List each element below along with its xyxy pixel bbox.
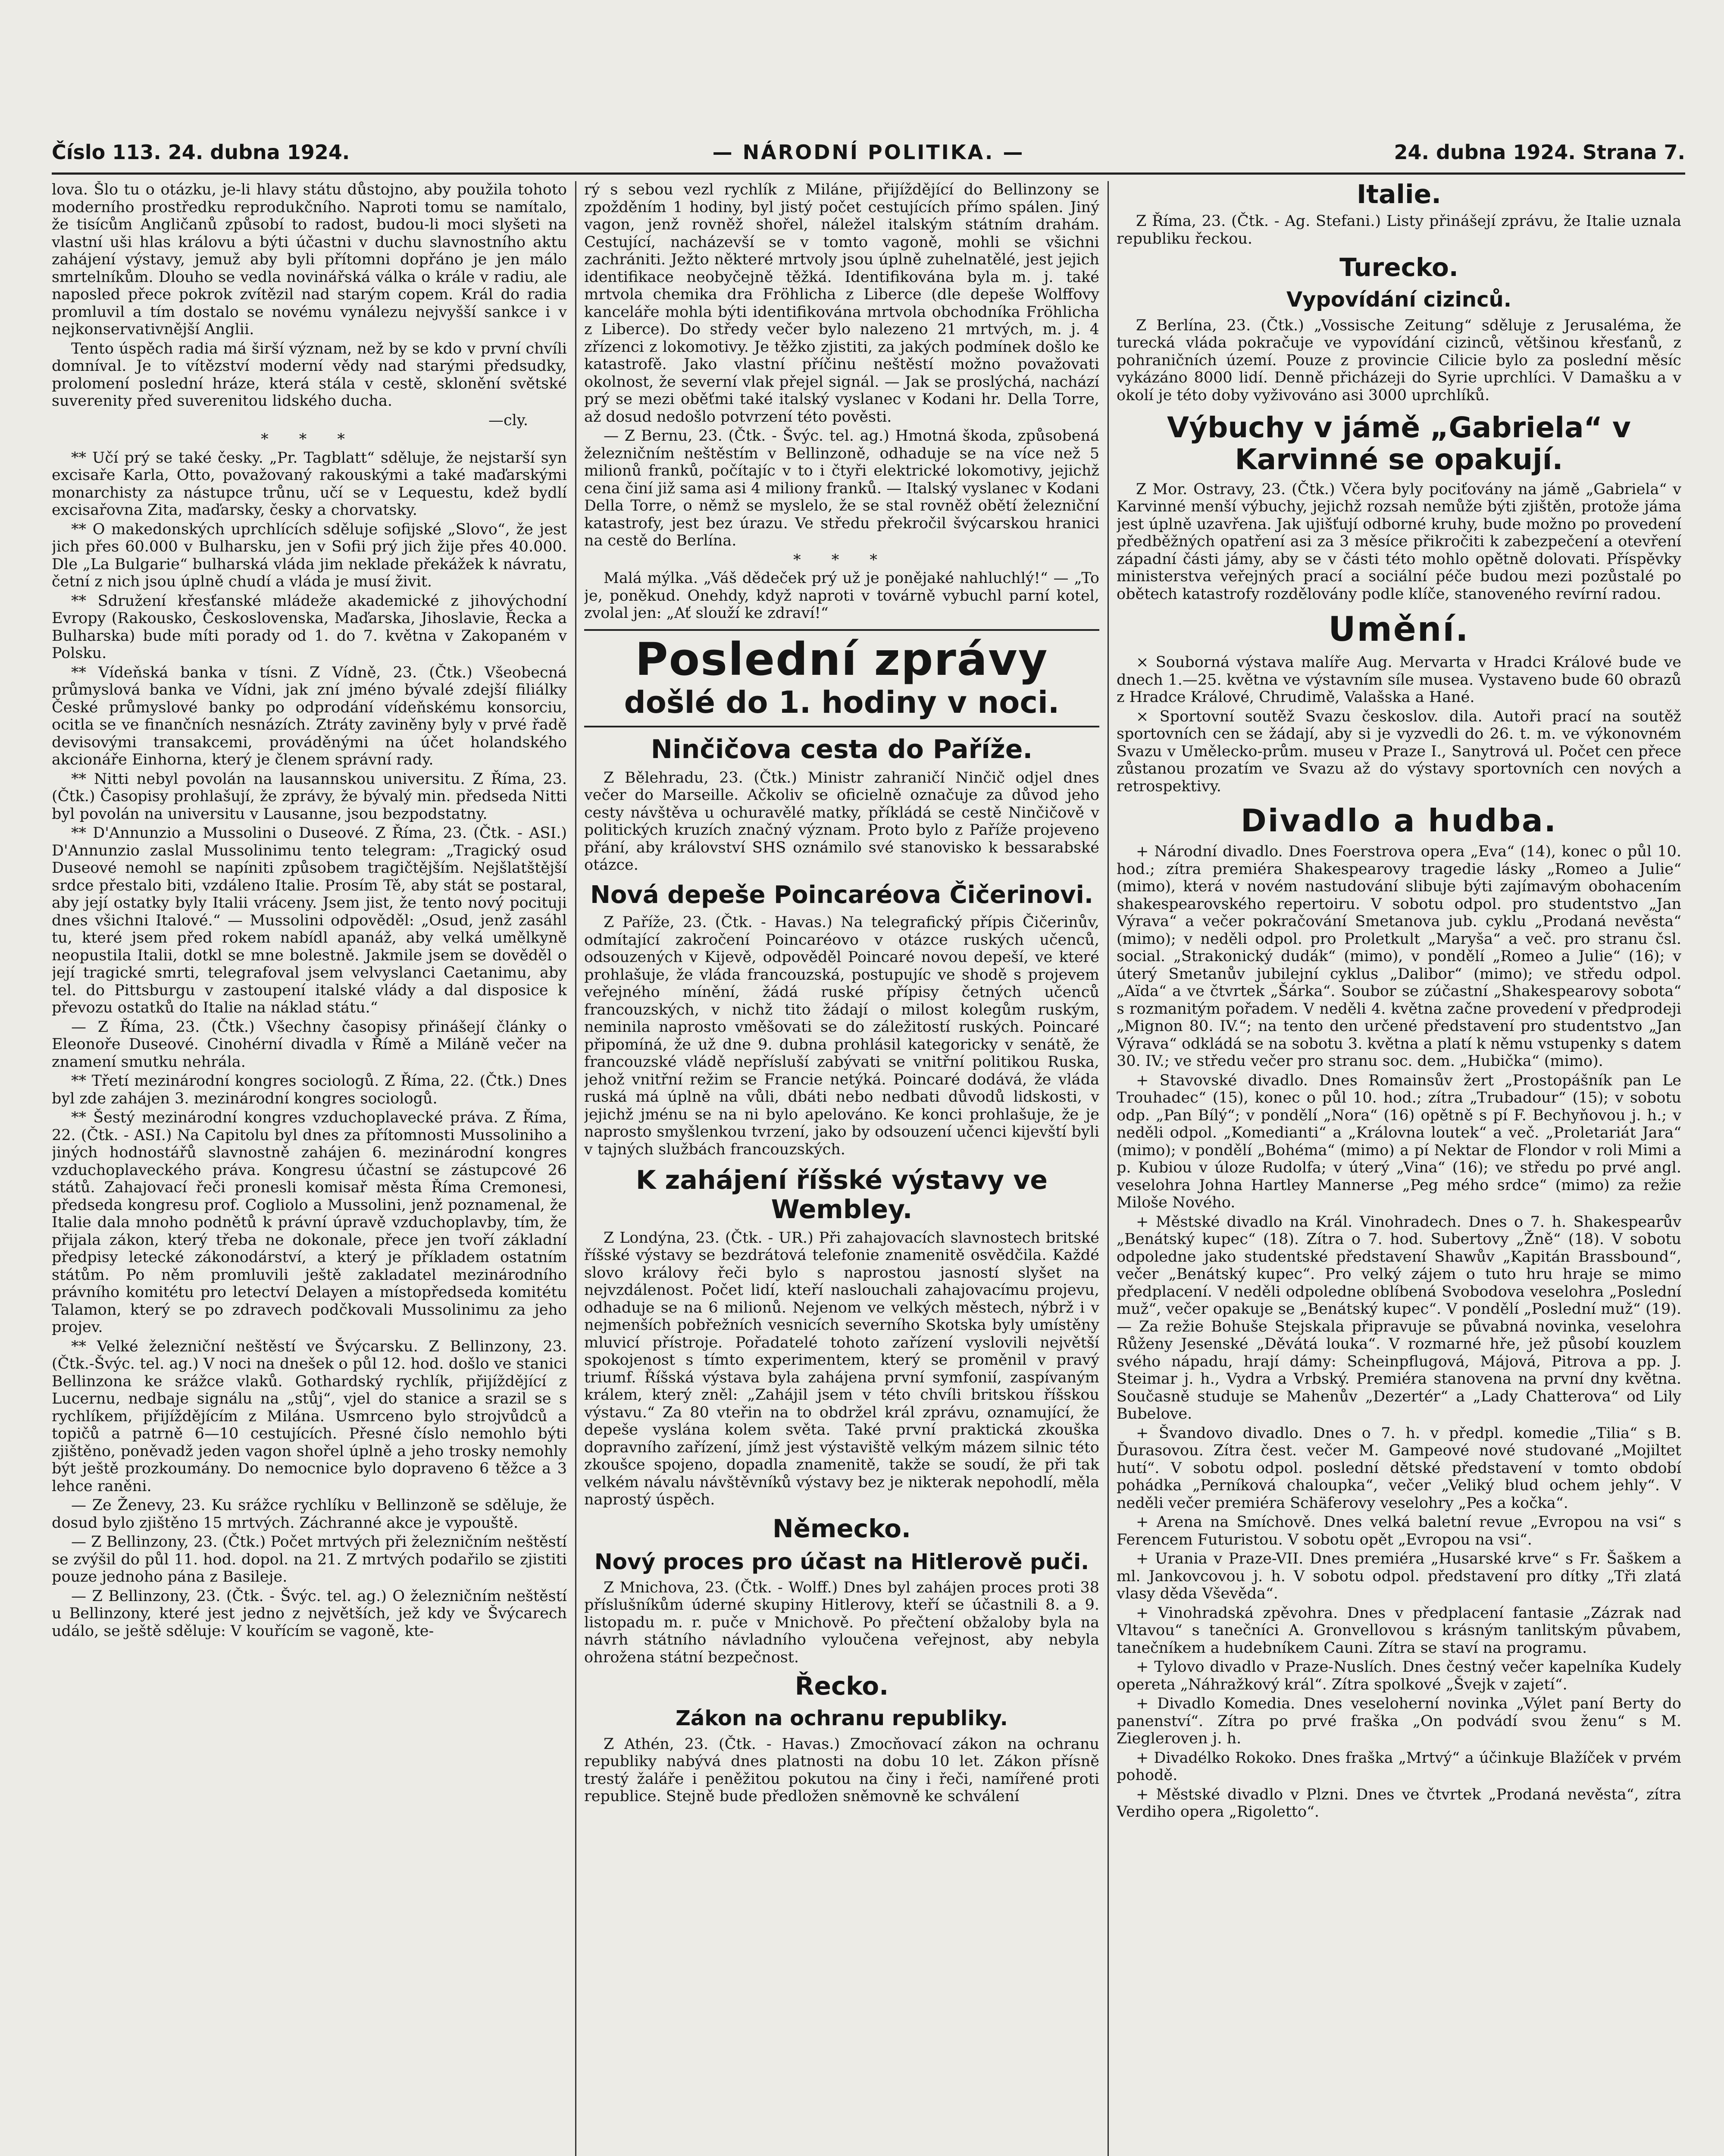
issue-number-date: Číslo 113. 24. dubna 1924. [52,141,350,164]
headline-gabriela-explosions: Výbuchy v jámě „Gabriela“ v Karvinné se opakují. [1167,411,1631,476]
headline-poincare: Nová depeše Poincaréova Čičerinovi. [590,881,1094,909]
headline-expulsions: Vypovídání cizinců. [1286,287,1511,312]
column-rule [575,181,576,2156]
page-header [52,138,1685,175]
article-paragraph: Z Mnichova, 23. (Čtk. - Wolff.) Dnes byl zahájen proces proti 38 příslušníkům úderné skupiny Hitlerovy, kteří se účastnili 8. a 9. listopadu m. r. puče v Mnichově. Po přečtení obžaloby byla na návrh státního návladního vyloučena veřejnost, aby nebyla ohrožena státní bezpečnost. [584,1579,1099,1666]
latest-news-subtitle: došlé do 1. hodiny v noci. [624,684,1060,720]
theatre-item: + Vinohradská zpěvohra. Dnes v předplacení fantasie „Zázrak nad Vltavou“ s tanečníci A. Gronvellovou s krásným tanlitským půvabem, tanečníkem a hudebníkem Cauni. Zítra se staví na programu. [1117,1604,1681,1657]
theatre-item: + Švandovo divadlo. Dnes o 7. h. v předpl. komedie „Tilia“ s B. Ďurasovou. Zítra čest. večer M. Gampeové nové studované „Mojiltet hutí“. V sobotu odpol. poslední dětské představení v tomto období pohádka „Perníková chaloupka“, večer „Veliký blud ochem jehly“. V neděli večer premiéra Schäferovy veselohry „Pes a kočka“. [1117,1424,1681,1512]
article-continuation-radio: lova. Šlo tu o otázku, je-li hlavy státu důstojno, aby použila tohoto moderního prostředku reprodukčního. Naproti tomu se namítalo, že tisícům Angličanů způsobí to radost, budou-li moci slyšeti na vlastní uši hlas královu a býti účastni v duchu slavnostního aktu zahájení výstavy, jemuž aby byli přítomni dopřáno je jen málo smrtelníkům. Dlouho se vedla novinářská válka o krále v radiu, ale naposled přece pokrok zvítězil nad starým copem. Král do radia promluvil a tím dostalo se novému vynálezu nejvyšší sankce i v nejkonservativnější Anglii. [52,181,567,338]
latest-news-title: Poslední zprávy [635,633,1048,686]
theatre-item: + Tylovo divadlo v Praze-Nuslích. Dnes čestný večer kapelníka Kudely opereta „Náhražkový král“. Zítra spolkové „Švejk v zajetí“. [1117,1658,1681,1693]
news-item: ** Sdružení křesťanské mládeže akademické z jihovýchodní Evropy (Rakousko, Československa, Maďarska, Jihoslavie, Řecka a Bulharska) bude míti porady od 1. do 7. května v Zakopaném v Polsku. [52,592,567,662]
theatre-item: + Urania v Praze-VII. Dnes premiéra „Husarské krve“ s Fr. Šaškem a ml. Jankovcovou j. h. V sobotu odpol. představení pro dítky „Tři zlatá vlasy děda Vševěda“. [1117,1550,1681,1603]
article-paragraph: Z Athén, 23. (Čtk. - Havas.) Zmocňovací zákon na ochranu republiky nabývá dnes platnosti na dobu 10 let. Zákon přísně trestý žaláře i peněžitou pokutou na činy i řeči, namířené proti republice. Stejně bude předložen sněmovně ke schválení [584,1735,1099,1805]
column-rule [1108,181,1109,2156]
date-page-number: 24. dubna 1924. Strana 7. [1394,141,1685,164]
headline-nincic: Ninčičova cesta do Paříže. [651,734,1033,765]
joke-item: Malá mýlka. „Váš dědeček prý už je ponějaké nahluchlý!“ — „To je, poněkud. Onehdy, když naproti v továrně vybuchl parní kotel, zvolal jen: „Ať slouží ke zdraví!“ [584,570,1099,622]
separator-stars: * * * [793,551,890,569]
headline-republic-law: Zákon na ochranu republiky. [676,1706,1008,1731]
separator-stars: * * * [261,431,358,448]
theatre-item: + Divadlo Komedia. Dnes veseloherní novinka „Výlet paní Berty do panenství“. Zítra po prvé fraška „On podvádí svou ženu“ s M. Ziegleroven j. h. [1117,1695,1681,1748]
article-paragraph: Z Berlína, 23. (Čtk.) „Vossische Zeitung“ sděluje z Jerusaléma, že turecká vláda pokračuje ve vypovídání cizinců, většinou křesťanů, z pohraničních území. Pouze z provincie Cilicie bylo za poslední měsíc vykázáno 8000 lidí. Denně přicházeji do Syrie uprchlíci. V Damašku a v okolí je této doby vyživováno asi 3000 uprchlíků. [1117,317,1681,404]
news-item: — Ze Ženevy, 23. Ku srážce rychlíku v Bellinzoně se sděluje, že dosud bylo zjištěno 15 mrtvých. Záchranné akce je vypouště. [52,1497,567,1532]
art-item: × Sportovní soutěž Svazu českoslov. dila. Autoři prací na soutěž sportovních cen se žádají, aby si je vyzvedli do 26. t. m. ve výkonovném Svazu v Umělecko-prům. museu v Praze I., Sanytrová ul. Počet cen přece zůstanou prozatím ve Svazu až do výstavy sportovních cen nových a retrospektivy. [1117,708,1681,795]
section-germany: Německo. [773,1514,911,1543]
news-item: — Z Bellinzony, 23. (Čtk.) Počet mrtvých při železničním neštěstí se zvýšil do půl 11. hod. dopol. na 21. Z mrtvých podařilo se zjistiti pouze jednoho pána z Basileje. [52,1533,567,1586]
news-item: ** Třetí mezinárodní kongres sociologů. Z Říma, 22. (Čtk.) Dnes byl zde zahájen 3. mezinárodní kongres sociologů. [52,1072,567,1107]
newspaper-name: — NÁRODNÍ POLITIKA. — [712,141,1025,164]
article-paragraph: Z Bělehradu, 23. (Čtk.) Ministr zahraničí Ninčič odjel dnes večer do Marseille. Ačkoliv se oficielně označuje za důvod jeho cesty návštěva u ochuravělé matky, příkládá se cestě Ninčičově v politických kruzích značný význam. Proto bylo z Paříže projeveno přání, aby království SHS oznámilo své stanovisko k bessarabské otázce. [584,769,1099,874]
article-paragraph: Z Londýna, 23. (Čtk. - UR.) Při zahajovacích slavnostech britské říšské výstavy se bezdrátová telefonie znamenitě osvědčila. Každé slovo královy řeči bylo s naprostou jasností slyšet na nejvzdálenost. Počet lidí, kteří naslouchali zahajovacímu projevu, odhaduje se na 6 milionů. Nejenom ve velkých městech, nýbrž i v nejmenších pobřežních vesnicích severního Skotska byly umístěny mluvicí přístroje. Pořadatelé tohoto zařízení vyslovili největší spokojenost s tímto experimentem, který se proměnil v pravý triumf. Říšská výstava byla zahájena první symfonií, zaspívaným králem, který zněl: „Zahájil jsem v této chvíli britskou říšskou výstavu.“ Za 80 vteřin na to obdržel král zprávu, oznamující, že depeše vyslána kolem světa. Také první praktická zkouška dopravního zařízení, jímž jest výstaviště velkým mázem silnic této zkoušce spojeno, dopadla znamenitě, takže se soudí, že při tak velkém návalu návštěvníků výstavy bez je nikterak nepohodlí, měla naprostý úspěch. [584,1229,1099,1509]
section-art: Umění. [1328,610,1470,649]
theatre-item: + Národní divadlo. Dnes Foerstrova opera „Eva“ (14), konec o půl 10. hod.; zítra premiéra Shakespearovy tragedie lásky „Romeo a Julie“ (mimo), která v novém nastudování slibuje býti zajímavým obohacením shakespearovského repertoiru. V sobotu odpol. pro studentstvo „Jan Výrava“ a večer pokračování Smetanova jub. cyklu „Prodaná nevěsta“ (mimo); v neděli odpol. pro Proletkult „Maryša“ a več. pro stranu čsl. social. „Strakonický dudák“ (mimo), v pondělí „Romeo a Julie“ (16); v úterý Smetanův jubilejní cyklus „Dalibor“ (mimo); ve středu odpol. „Aïda“ a ve čtvrtek „Šárka“. Soubor se zúčastní „Shakespearovy sobota“ s rozmanitým pořadem. V neděli 4. května začne provedení v předprodeji „Mignon 80. IV.“; na tento den určené představení pro studentstvo „Jan Výrava“ odkládá se na sobotu 3. května a platí k němu vstupenky s datem 30. IV.; ve středu večer pro stranu soc. dem. „Hubička“ (mimo). [1117,843,1681,1070]
column-2 [584,181,1099,2156]
article-paragraph: Z Říma, 23. (Čtk. - Ag. Stefani.) Listy přinášejí zprávu, že Italie uznala republiku řeckou. [1117,213,1681,248]
section-italy: Italie. [1356,181,1442,210]
news-item: ** Nitti nebyl povolán na lausannskou universitu. Z Říma, 23. (Čtk.) Časopisy prohlašují, že zprávy, že bývalý min. předseda Nitti byl povolán na universitu v Lausanne, jsou bezpodstatny. [52,770,567,823]
author-signature: —cly. [488,411,528,429]
theatre-item: + Městské divadlo v Plzni. Dnes ve čtvrtek „Prodaná nevěsta“, zítra Verdiho opera „Rigoletto“. [1117,1786,1681,1821]
news-item: — Z Bellinzony, 23. (Čtk. - Švýc. tel. ag.) O železničním neštěstí u Bellinzony, které jest jedno z největších, jež kdy ve Švýcarech událo, se ještě sděluje: V kouřícím se vagoně, kte- [52,1587,567,1640]
column-1 [52,181,567,2156]
headline-wembley: K zahájení říšské výstavy ve Wembley. [636,1165,1048,1225]
article-paragraph: Z Mor. Ostravy, 23. (Čtk.) Včera byly pociťovány na jámě „Gabriela“ v Karvinné menší výbuchy, jejichž rozsah nemůže býti zjištěn, protože jáma jest úplně uzavřena. Jak ujišťují odborné kruhy, bude možno po provedení předběžných opatření asi za 3 měsíce přikročiti k zabezpečení a otevření západní části jámy, aby se v části této mohlo opětně dolovati. Příspěvky ministerstva veřejných prací a sociální péče budou mezi pozůstalé po obětech katastrofy rozdělovány podle klíče, stanoveného revírní radou. [1117,480,1681,603]
news-item: ** Vídeňská banka v tísni. Z Vídně, 23. (Čtk.) Všeobecná průmyslová banka ve Vídni, jak zní jméno bývalé zdejší filiálky České průmyslové banky po odprodání vídeňskému konsorciu, ocitla se ve finančních nesnázích. Ztráty zaviněny byly v prvé řadě devisovými transakcemi, prováděnými na účet holandského akcionáře Einhorna, který je členem správní rady. [52,664,567,768]
news-item: — Z Bernu, 23. (Čtk. - Švýc. tel. ag.) Hmotná škoda, způsobená železničním neštěstím v Bellinzoně, odhaduje se na více než 5 milionů franků, počítajíc v to i čtyři elektrické lokomotivy, jejichž cena činí již sama asi 4 miliony franků. — Italský vyslanec v Kodani Della Torre, o němž se myslelo, že se stal rovněž obětí železniční katastrofy, jest bez úrazu. Ve středu překročil švýcarskou hranici na cestě do Berlína. [584,427,1099,549]
theatre-item: + Stavovské divadlo. Dnes Romainsův žert „Prostopášník pan Le Trouhadec“ (15), konec o půl 10. hod.; zítra „Trubadour“ (15); v sobotu odp. „Pan Bílý“; v pondělí „Nora“ (16) opětně s pí F. Bechyňovou j. h.; v neděli odpol. „Komedianti“ a „Královna loutek“ a več. „Proletariát Jara“ (mimo); v pondělí „Bohéma“ (mimo) a pí Nektar de Flondor v roli Mimi a p. Kubiou v úloze Rudolfa; v úterý „Vina“ (16); ve středu po prvé angl. veselohra Johna Hartley Mannerse „Peg mého srdce“ (mimo) za režie Miloše Nového. [1117,1072,1681,1212]
news-item: ** Šestý mezinárodní kongres vzduchoplavecké práva. Z Říma, 22. (Čtk. - ASI.) Na Capitolu byl dnes za přítomnosti Mussoliniho a jiných hodnostářů slavnostně zahájen 6. mezinárodní kongres vzduchoplaveckého práva. Kongresu účastní se zástupcové 26 států. Zahajovací řeči pronesli komisař města Říma Cremonesi, předseda kongresu prof. Cogliolo a Mussolini, jenž poznamenal, že Italie dala mnoho podnětů k právní úpravě vzduchoplavby, tím, že přijala zákon, který třeba ne dokonale, přece jen tvoří základní předpisy letecké zákonodárství, a který je příkladem ostatním státům. Po něm promluvili ještě zakladatel mezinárodního právního komitétu pro letectví Delayen a místopředseda komitétu Talamon, který se po zdravech podčkovali Mussolinimu za jeho projev. [52,1109,567,1336]
article-paragraph: Tento úspěch radia má širší význam, než by se kdo v první chvíli domníval. Je to vítězství moderní vědy nad starými předsudky, prolomení poslední hráze, která stála v cestě, sklonění světské suverenity před suverenitou lidského ducha. [52,340,567,410]
theatre-item: + Divadélko Rokoko. Dnes fraška „Mrtvý“ a účinkuje Blažíček v prvém pohodě. [1117,1749,1681,1784]
art-item: × Souborná výstava malíře Aug. Mervarta v Hradci Králové bude ve dnech 1.—25. května ve výstavním síle musea. Vystaveno bude 60 obrazů z Hradce Králové, Chrudimě, Valašska a Hané. [1117,654,1681,706]
article-paragraph: Z Paříže, 23. (Čtk. - Havas.) Na telegrafický přípis Čičerinův, odmítající zakročení Poincaréovo v otázce ruských učenců, odsouzených v Kijevě, odpověděl Poincaré novou depeší, ve které prohlašuje, že vláda francouzská, postupujíc ve shodě s projevem veřejného mínění, žádá ruské přípisy četných učenců francouzských, v nichž tito žádají o milost kolegům ruským, neminila naprosto vměšovati se do záležitostí ruských. Poincaré připomíná, že už dne 9. dubna prohlásil kategoricky v senátě, že francouzské vládě nepřísluší zabývati se vnitřní politikou Ruska, jehož vnitřní režim se Francie netýká. Poincaré dodává, že vláda ruská má úplně na vůli, dbáti nebo nedbati důvodů lidskosti, v jejichž jménu se na ni bylo apelováno. Ke konci prohlašuje, že je naprosto smyšlenkou tvrzení, jako by odsouzení učenci kijevští byli v tajných službách francouzských. [584,914,1099,1158]
column-3 [1117,181,1681,2156]
headline-hitler-putsch: Nový proces pro účast na Hitlerově puči. [594,1549,1089,1574]
news-item: ** O makedonských uprchlících sděluje sofijské „Slovo“, že jest jich přes 60.000 v Bulharsku, jen v Sofii prý jich žije přes 40.000. Dle „La Bulgarie“ bulharská vláda jim neklade překážek k návratu, četní z nich jsou úplně chudí a vláda je musí živit. [52,520,567,590]
news-item: ** D'Annunzio a Mussolini o Duseové. Z Říma, 23. (Čtk. - ASI.) D'Annunzio zaslal Mussolinimu tento telegram: „Tragický osud Duseové nemohl se napíniti způsobem tragičtějším. Nejšlatštější srdce přestalo biti, vzdáleno Italie. Prosím Tě, aby stát se postaral, aby její ostatky byly Italii vráceny. Jsem jist, že tento nový pocituji dnes všichni Italové.“ — Mussolini odpověděl: „Osud, jenž zasáhl tu, které jsem před rokem nabídl apanáž, aby velká umělkyně neopustila Italii, dotkl se mne bolestně. Jakmile jsem se dověděl o její tragické smrti, telegrafoval jsem velvyslanci Caetanimu, aby tel. do Pittsburgu v zastoupení italské vlády a dal disposice k převozu ostatků do Italie na náklad státu.“ [52,824,567,1016]
section-greece: Řecko. [795,1671,889,1701]
section-theatre-music: Divadlo a hudba. [1241,802,1557,839]
news-item: ** Velké železniční neštěstí ve Švýcarsku. Z Bellinzony, 23. (Čtk.-Švýc. tel. ag.) V noci na dnešek o půl 12. hod. došlo ve stanici Bellinzona ke srážce vlaků. Gothardský rychlík, přijíždějící z Lucernu, nedbaje signálu na „stůj“, vjel do stanice a srazil se s rychlíkem, přijíždějícím z Milána. Usmrceno bylo strojvůdců a topičů a patrně 6—10 cestujících. Přesné číslo nemohlo býti zjištěno, poněvadž jeden vagon shořel úplně a jeho trosky nemohly být ještě prozkoumány. Do nemocnice bylo dopraveno 6 těžce a 3 lehce raněni. [52,1338,567,1495]
article-continuation-accident: rý s sebou vezl rychlík z Miláne, přijíždějící do Bellinzony se zpožděním 1 hodiny, byl jistý počet cestujících přímo spálen. Jiný vagon, jenž rovněž shořel, náležel italským státním drahám. Cestující, nacházevší se v tomto vagoně, mohli se všichni zachrániti. Ježto některé mrtvoly jsou úplně zuhelnatělé, jest jejich identifikace neobyčejně těžká. Identifikována byla m. j. také mrtvola chemika dra Fröhlicha z Liberce (dle depeše Wolffovy kanceláře mohla býti identifikována mrtvola obchodníka Fröhlicha z Liberce). Do středy večer bylo nalezeno 21 mrtvých, m. j. 4 zřízenci z lokomotivy. Je těžko zjistiti, za jakých podmínek došlo ke katastrofě. Jako vlastní příčinu neštěstí možno považovati okolnost, že severní vlak přejel signál. — Jak se proslýchá, nachází prý se mezi oběťmi také italský vyslanec v Kodani hr. Della Torre, až dosud nedošlo potvrzení této pověsti. [584,181,1099,426]
theatre-item: + Městské divadlo na Král. Vinohradech. Dnes o 7. h. Shakespearův „Benátský kupec“ (18). Zítra o 7. hod. Subertovy „Žně“ (18). V sobotu odpoledne jako studentské představení Shawův „Kapitán Brassbound“, večer „Benátský kupec“. Pro velký zájem o tuto hru hraje se mimo předplacení. V neděli odpoledne oblíbená Svobodova veselohra „Poslední muž“, večer opakuje se „Benátský kupec“. V pondělí „Poslední muž“ (19). — Za režie Bohuše Stejskala připravuje se půvabná novinka, veselohra Růženy Jesenské „Děvátá louka“. V rozmarné hře, jež působí kouzlem svého nápadu, hrají dámy: Scheinpflugová, Májová, Pitrova a pp. J. Steimar j. h., Vydra a Vrbský. Premiéra stanovena na první dny května. Současně studuje se Mahenův „Dezertér“ a „Lady Chatterova“ od Lily Bubelove. [1117,1213,1681,1423]
section-turkey: Turecko. [1339,253,1458,282]
latest-news-masthead [584,629,1099,727]
news-item: — Z Říma, 23. (Čtk.) Všechny časopisy přinášejí články o Eleonoře Duseové. Cinohérní divadla v Římě a Miláně večer na znamení smutku nehrála. [52,1018,567,1071]
news-item: ** Učí prý se také česky. „Pr. Tagblatt“ sděluje, že nejstarší syn excisaře Karla, Otto, považovaný rakouskými a také maďarskými monarchisty za nástupce trůnu, učí se v Lequestu, kdež bydlí excisařovna Zita, maďarsky, česky a chorvatsky. [52,449,567,519]
theatre-item: + Arena na Smíchově. Dnes velká baletní revue „Evropou na vsi“ s Ferencem Futuristou. V sobotu opět „Evropou na vsi“. [1117,1514,1681,1548]
